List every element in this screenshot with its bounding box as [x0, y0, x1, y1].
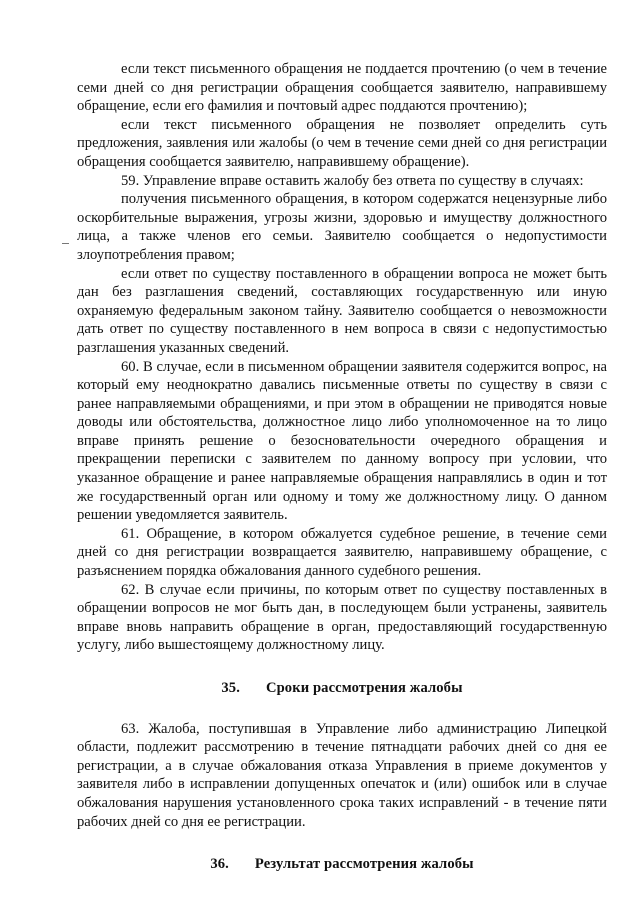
- paragraph-obscene-language: получения письменного обращения, в котором содержатся нецензурные либо оскорбительные выражения, угрозы жизни, здоровью и имуществу должностного лица, а также членов его семьи. Заявителю сообщается о недопустимости злоупотребления правом;: [77, 191, 607, 263]
- paragraph-59: 59. Управление вправе оставить жалобу без ответа по существу в случаях:: [121, 172, 584, 189]
- section-35-title: Сроки рассмотрения жалобы: [265, 680, 463, 696]
- paragraph-unreadable-text: если текст письменного обращения не поддается прочтению (о чем в течение семи дней со дня регистрации обращения сообщается заявителю, направившему обращение, если его фамилия и почтовый адрес поддаются прочтению);: [77, 61, 607, 115]
- margin-mark: [62, 243, 69, 244]
- paragraph-state-secret: если ответ по существу поставленного в обращении вопроса не может быть дан без разглашения сведений, составляющих государственную или иную охраняемую федеральным законом тайну. Заявителю сообщается о невозможности дать ответ по существу поставленного в нем вопроса в связи с недопустимостью разглашения указанных сведений.: [77, 265, 607, 356]
- document-page: [77, 60, 607, 896]
- paragraph-60: 60. В случае, если в письменном обращении заявителя содержится вопрос, на который ему неоднократно давались письменные ответы по существу в связи с ранее направляемыми обращениями, и при этом в обращении не приводятся новые доводы или обстоятельства, должностное лицо либо уполномоченное на то лицо вправе принять решение о безосновательности очередного обращения и прекращении переписки с заявителем по данному вопросу при условии, что указанное обращение и ранее направляемые обращения направлялись в один и тот же государственный орган или одному и тому же должностному лицу. О данном решении уведомляется заявитель.: [77, 358, 607, 524]
- paragraph-63: 63. Жалоба, поступившая в Управление либо администрацию Липецкой области, подлежит рассмотрению в течение пятнадцати рабочих дней со дня ее регистрации, а в случае обжалования отказа Управления в приеме документов у заявителя либо в исправлении допущенных опечаток и (или) ошибок или в случае обжалования нарушения установленного срока таких исправлений - в течение пяти рабочих дней со дня ее регистрации.: [77, 720, 607, 830]
- section-36-title: Результат рассмотрения жалобы: [254, 856, 474, 873]
- paragraph-undefined-essence: если текст письменного обращения не позволяет определить суть предложения, заявления или жалобы (о чем в течение семи дней со дня регистрации обращения сообщается заявителю, направившему обращение).: [77, 116, 607, 170]
- paragraph-62: 62. В случае если причины, по которым ответ по существу поставленных в обращении вопросов не мог быть дан, в последующем были устранены, заявитель вправе вновь направить обращение в орган, предоставляющий государственную услугу, либо вышестоящему должностному лицу.: [77, 581, 607, 654]
- paragraph-61: 61. Обращение, в котором обжалуется судебное решение, в течение семи дней со дня регистрации возвращается заявителю, направившему обращение, с разъяснением порядка обжалования данного судебного решения.: [77, 525, 607, 580]
- section-35-heading: [77, 679, 607, 698]
- section-36-heading: [77, 855, 607, 874]
- section-36-number: 36.: [210, 856, 229, 873]
- section-35-number: 35.: [221, 680, 240, 696]
